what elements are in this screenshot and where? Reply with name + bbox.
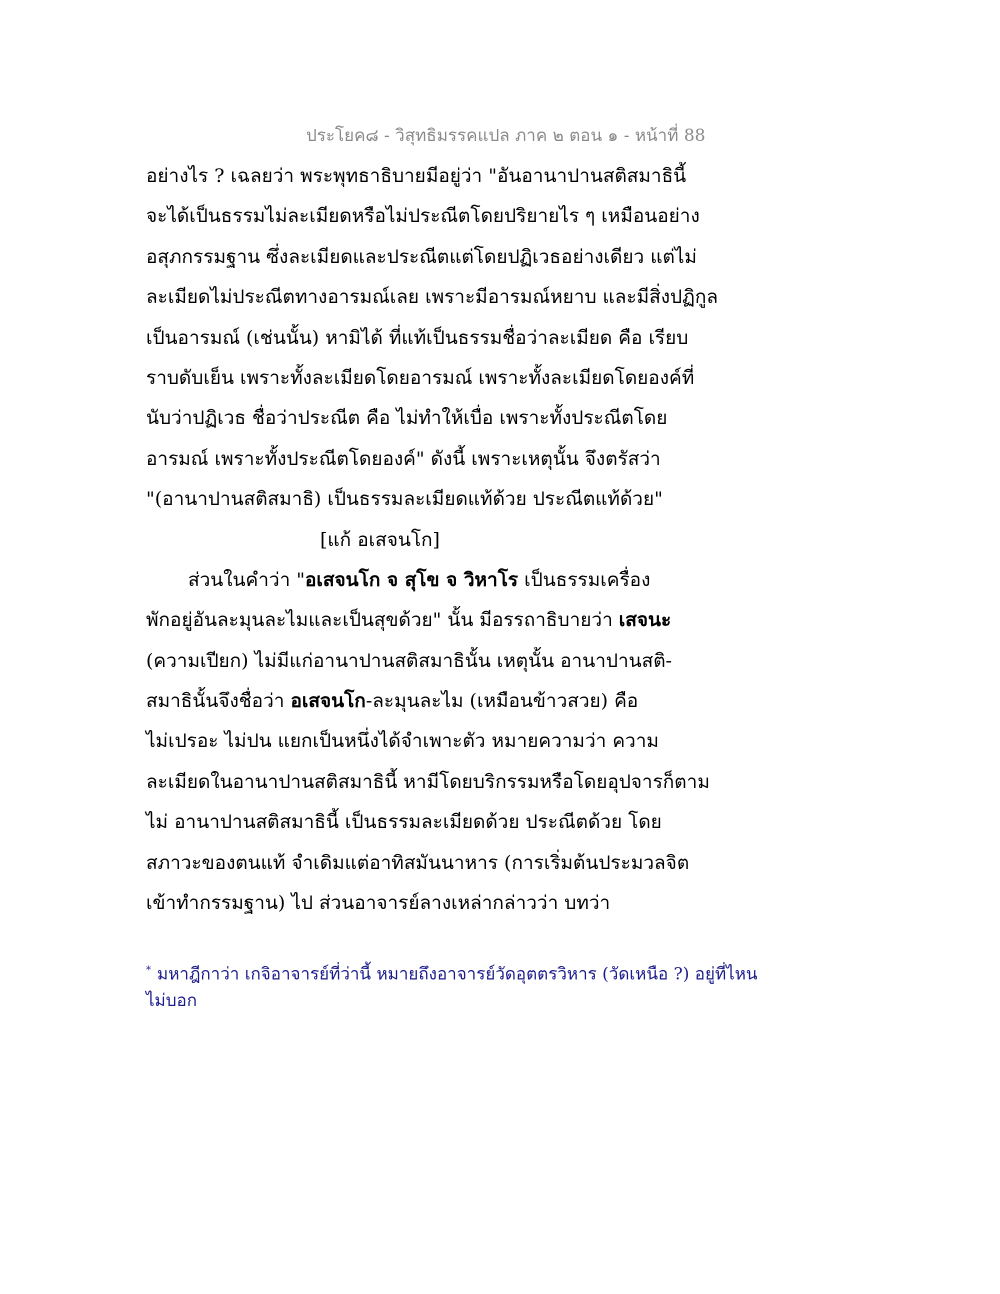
- paragraph-line: ละเมียดในอานาปานสติสมาธินี้ หามีโดยบริกรรมหรือโดยอุปจารก็ตาม: [146, 770, 710, 793]
- paragraph-line: [146, 681, 766, 721]
- paragraph-line: ไม่เปรอะ ไม่ปน แยกเป็นหนึ่งได้จำเพาะตัว หมายความว่า ความ: [146, 730, 659, 753]
- footnote-line: ไม่บอก: [146, 991, 198, 1011]
- footnote: [146, 956, 766, 1016]
- body-line: อารมณ์ เพราะทั้งประณีตโดยองค์" ดังนี้ เพราะเหตุนั้น จึงตรัสว่า: [146, 447, 661, 470]
- body-line: เป็นอารมณ์ (เช่นนั้น) หามิได้ ที่แท้เป็นธรรมชื่อว่าละเมียด คือ เรียบ: [146, 326, 689, 349]
- pali-term-bold: อเสจนโก จ สุโข จ วิหาโร: [305, 568, 519, 591]
- body-line: อสุภกรรมฐาน ซึ่งละเมียดและประณีตแต่โดยปฏิเวธอย่างเดียว แต่ไม่: [146, 245, 697, 268]
- body-line: นับว่าปฏิเวธ ชื่อว่าประณีต คือ ไม่ทำให้เบื่อ เพราะทั้งประณีตโดย: [146, 407, 668, 430]
- paragraph-line: สภาวะของตนแท้ จำเดิมแต่อาทิสมันนาหาร (การเริ่มต้นประมวลจิต: [146, 851, 690, 874]
- text-span: พักอยู่อันละมุนละไมและเป็นสุขด้วย" นั้น มีอรรถาธิบายว่า: [146, 609, 619, 632]
- footnote-marker: *: [146, 965, 151, 976]
- body-text: [146, 156, 766, 923]
- paragraph-line: [146, 560, 766, 600]
- text-span: สมาธินั้นจึงชื่อว่า: [146, 690, 291, 713]
- pali-term-bold: เสจนะ: [618, 609, 672, 632]
- section-heading: [แก้ อเสจนโก]: [320, 528, 440, 551]
- body-line: อย่างไร ? เฉลยว่า พระพุทธาธิบายมีอยู่ว่า "อันอานาปานสติสมาธินี้: [146, 165, 687, 187]
- footnote-text: มหาฎีกาว่า เกจิอาจารย์ที่ว่านี้ หมายถึงอาจารย์วัดอุตตรวิหาร (วัดเหนือ ?) อยู่ที่ไหน: [157, 964, 758, 985]
- paragraph-line: (ความเปียก) ไม่มีแก่อานาปานสติสมาธินั้น เหตุนั้น อานาปานสติ-: [146, 649, 672, 672]
- body-line: ละเมียดไม่ประณีตทางอารมณ์เลย เพราะมีอารมณ์หยาบ และมีสิ่งปฏิกูล: [146, 286, 719, 309]
- paragraph-line: ไม่ อานาปานสติสมาธินี้ เป็นธรรมละเมียดด้วย ประณีตด้วย โดย: [146, 811, 662, 834]
- text-span: เป็นธรรมเครื่อง: [518, 568, 651, 591]
- body-line: จะได้เป็นธรรมไม่ละเมียดหรือไม่ประณีตโดยปริยายไร ๆ เหมือนอย่าง: [146, 205, 700, 228]
- text-span: -ละมุนละไม (เหมือนข้าวสวย) คือ: [365, 690, 639, 713]
- text-span: ส่วนในคำว่า ": [188, 568, 306, 591]
- footnote-line: [146, 956, 766, 986]
- pali-term-bold: อเสจนโก: [290, 690, 366, 713]
- body-line: ราบดับเย็น เพราะทั้งละเมียดโดยอารมณ์ เพราะทั้งละเมียดโดยองค์ที่: [146, 366, 695, 389]
- paragraph-line: [146, 600, 766, 640]
- body-line: "(อานาปานสติสมาธิ) เป็นธรรมละเมียดแท้ด้วย ประณีตแท้ด้วย": [146, 488, 663, 511]
- running-header: ประโยค๘ - วิสุทธิมรรคแปล ภาค ๒ ตอน ๑ - หน้าที่ 88: [306, 126, 706, 146]
- paragraph-line: เข้าทำกรรมฐาน) ไป ส่วนอาจารย์ลางเหล่ากล่าวว่า บทว่า: [146, 892, 611, 915]
